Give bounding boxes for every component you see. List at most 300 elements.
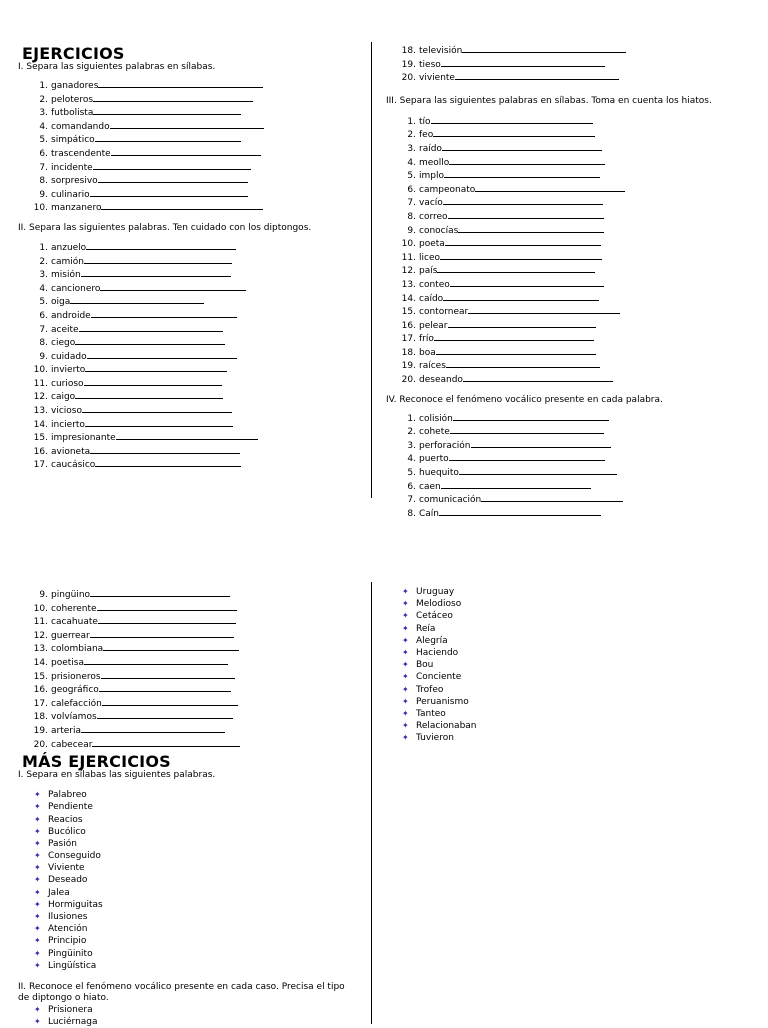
exercise-item xyxy=(386,411,756,425)
exercise-item xyxy=(18,587,363,601)
answer-blank[interactable] xyxy=(111,146,261,156)
answer-blank[interactable] xyxy=(93,92,253,102)
bullet-word: Atención xyxy=(48,924,88,935)
answer-blank[interactable] xyxy=(455,70,619,80)
bullet-item xyxy=(18,826,363,838)
item-number: 9. xyxy=(39,590,48,600)
diamond-bullet-icon: ✦ xyxy=(402,647,409,657)
item-word: anzuelo xyxy=(51,242,87,253)
item-number: 7. xyxy=(39,162,48,173)
answer-blank[interactable] xyxy=(95,457,241,467)
item-word: incierto xyxy=(51,419,85,430)
exercise-item xyxy=(386,168,756,182)
item-number: 10. xyxy=(33,365,48,376)
item-word: boa xyxy=(419,347,436,358)
bullet-word: Hormiguitas xyxy=(48,899,103,910)
bullet-word: Tuvieron xyxy=(416,733,454,744)
item-word: meollo xyxy=(419,157,450,168)
item-number: 1. xyxy=(39,81,48,91)
diamond-bullet-icon: ✦ xyxy=(34,802,41,812)
exercise-item xyxy=(18,187,363,201)
exercise-item xyxy=(386,465,756,479)
bullet-word: Bucólico xyxy=(48,826,86,837)
exercise-item xyxy=(386,263,756,277)
item-word: caigo xyxy=(51,392,76,403)
item-word: trascendente xyxy=(51,148,111,159)
item-number: 9. xyxy=(407,225,416,236)
answer-blank[interactable] xyxy=(463,372,613,382)
exercise-item xyxy=(18,173,363,187)
item-number: 19. xyxy=(401,59,416,70)
diamond-bullet-icon: ✦ xyxy=(34,912,41,921)
item-number: 2. xyxy=(39,94,48,105)
answer-blank[interactable] xyxy=(475,182,625,192)
section-2-instruction: II. Separa las siguientes palabras. Ten cuidado con los diptongos. xyxy=(18,222,312,233)
answer-blank[interactable] xyxy=(81,267,231,277)
item-word: prisioneros xyxy=(51,671,101,682)
section-4-instruction: IV. Reconoce el fenómeno vocálico presente en cada palabra. xyxy=(386,394,663,405)
answer-blank[interactable] xyxy=(90,444,240,454)
answer-blank[interactable] xyxy=(441,479,591,489)
answer-blank[interactable] xyxy=(110,119,264,129)
answer-blank[interactable] xyxy=(445,236,601,246)
item-number: 8. xyxy=(407,508,416,519)
bullet-item xyxy=(18,1004,363,1016)
item-number: 18. xyxy=(33,712,48,723)
answer-blank[interactable] xyxy=(468,304,620,314)
item-number: 20. xyxy=(33,739,48,750)
item-number: 13. xyxy=(33,644,48,655)
item-word: contornear xyxy=(419,307,469,318)
diamond-bullet-icon: ✦ xyxy=(34,960,41,970)
answer-blank[interactable] xyxy=(444,168,600,178)
item-word: culinario xyxy=(51,189,90,200)
item-number: 19. xyxy=(33,725,48,736)
item-word: cohete xyxy=(419,427,450,438)
bullet-item xyxy=(18,789,363,801)
answer-blank[interactable] xyxy=(81,723,225,733)
bullet-item xyxy=(386,684,756,696)
page-title: MÁS EJERCICIOS xyxy=(22,752,171,772)
item-number: 1. xyxy=(39,242,48,253)
exercise-item xyxy=(18,669,363,683)
exercise-item xyxy=(386,114,756,128)
answer-blank[interactable] xyxy=(98,614,236,624)
bullet-word: Haciendo xyxy=(416,647,459,658)
item-number: 12. xyxy=(33,392,48,403)
bullet-item xyxy=(18,862,363,874)
bullet-word: Prisionera xyxy=(48,1004,93,1015)
bullet-item xyxy=(386,598,756,610)
item-number: 8. xyxy=(39,176,48,187)
diamond-bullet-icon: ✦ xyxy=(34,838,41,848)
answer-blank[interactable] xyxy=(75,335,225,345)
exercise-item xyxy=(386,345,756,359)
bullet-item xyxy=(18,838,363,850)
exercise-item xyxy=(386,209,756,223)
bullet-item xyxy=(386,671,756,683)
item-number: 10. xyxy=(33,603,48,614)
answer-blank[interactable] xyxy=(433,127,595,137)
column-divider xyxy=(371,582,372,1024)
item-word: huequito xyxy=(419,468,459,479)
bullet-word: Pasión xyxy=(48,838,77,849)
exercise-item xyxy=(18,376,363,390)
bullet-item xyxy=(386,635,756,647)
exercise-item xyxy=(18,614,363,628)
item-word: conocías xyxy=(419,225,459,236)
exercise-item xyxy=(386,182,756,196)
exercise-item xyxy=(18,335,363,349)
bullet-word: Melodioso xyxy=(416,599,462,610)
item-number: 11. xyxy=(401,252,416,263)
exercise-item xyxy=(18,119,363,133)
diamond-bullet-icon: ✦ xyxy=(402,696,409,706)
diamond-bullet-icon: ✦ xyxy=(402,672,409,682)
item-word: frío xyxy=(419,334,434,345)
section-2-instruction: II. Reconoce el fenómeno vocálico presente en cada caso. Precisa el tipo de diptongo o hiato. xyxy=(18,981,345,1003)
answer-blank[interactable] xyxy=(98,173,248,183)
answer-blank[interactable] xyxy=(82,403,232,413)
answer-blank[interactable] xyxy=(93,105,241,115)
item-number: 3. xyxy=(407,440,416,451)
bullet-item xyxy=(18,960,363,972)
exercise-item xyxy=(386,236,756,250)
item-word: geográfico xyxy=(51,685,99,696)
right-bullets xyxy=(386,586,756,744)
exercise-item xyxy=(386,250,756,264)
page-title: EJERCICIOS xyxy=(22,44,125,63)
diamond-bullet-icon: ✦ xyxy=(34,887,41,897)
item-word: vacío xyxy=(419,198,443,209)
item-word: feo xyxy=(419,130,434,141)
item-number: 17. xyxy=(33,698,48,709)
item-number: 17. xyxy=(401,334,416,345)
answer-blank[interactable] xyxy=(100,281,246,291)
exercise-item xyxy=(18,709,363,723)
item-number: 18. xyxy=(401,46,416,56)
item-word: televisión xyxy=(419,46,463,56)
item-number: 4. xyxy=(39,283,48,294)
item-word: implo xyxy=(419,171,444,182)
answer-blank[interactable] xyxy=(92,737,240,747)
diamond-bullet-icon: ✦ xyxy=(34,826,41,836)
section-3-list xyxy=(386,114,756,386)
exercise-item xyxy=(18,444,363,458)
answer-blank[interactable] xyxy=(442,141,602,151)
exercise-item xyxy=(386,70,756,84)
exercise-item xyxy=(386,451,756,465)
diamond-bullet-icon: ✦ xyxy=(402,684,409,694)
bullet-word: Uruguay xyxy=(416,587,455,597)
item-number: 10. xyxy=(401,239,416,250)
item-word: tieso xyxy=(419,59,441,70)
answer-blank[interactable] xyxy=(431,114,593,124)
answer-blank[interactable] xyxy=(471,438,611,448)
item-number: 5. xyxy=(39,297,48,308)
exercise-item xyxy=(18,430,363,444)
answer-blank[interactable] xyxy=(437,263,595,273)
item-word: raíces xyxy=(419,361,446,372)
section-4-list xyxy=(386,411,756,520)
item-word: simpático xyxy=(51,135,95,146)
bullet-word: Reacios xyxy=(48,814,83,825)
exercise-item xyxy=(18,267,363,281)
bullet-word: Palabreo xyxy=(48,790,87,801)
exercise-item xyxy=(18,200,363,214)
answer-blank[interactable] xyxy=(450,277,604,287)
diamond-bullet-icon: ✦ xyxy=(34,790,41,800)
bullet-item xyxy=(18,911,363,923)
bullet-word: Viviente xyxy=(48,863,85,874)
bullet-word: Reía xyxy=(416,623,436,634)
item-word: aceite xyxy=(51,324,79,335)
item-number: 3. xyxy=(39,270,48,281)
item-number: 4. xyxy=(407,454,416,465)
item-word: impresionante xyxy=(51,433,116,444)
diamond-bullet-icon: ✦ xyxy=(34,1004,41,1014)
answer-blank[interactable] xyxy=(440,250,602,260)
item-word: sorpresivo xyxy=(51,176,98,187)
item-word: incidente xyxy=(51,162,93,173)
bullet-word: Peruanismo xyxy=(416,696,469,707)
bullet-item xyxy=(386,586,756,598)
item-number: 8. xyxy=(407,211,416,222)
bullet-word: Pingüinito xyxy=(48,948,93,959)
answer-blank[interactable] xyxy=(458,223,604,233)
exercise-item xyxy=(18,322,363,336)
answer-blank[interactable] xyxy=(70,294,204,304)
exercise-item xyxy=(386,492,756,506)
item-number: 11. xyxy=(33,378,48,389)
exercise-item xyxy=(386,223,756,237)
answer-blank[interactable] xyxy=(97,601,237,611)
answer-blank[interactable] xyxy=(102,696,238,706)
answer-blank[interactable] xyxy=(443,195,603,205)
answer-blank[interactable] xyxy=(90,187,248,197)
section-1-instruction: I. Separa las siguientes palabras en sílabas. xyxy=(18,62,216,72)
answer-blank[interactable] xyxy=(436,345,596,355)
exercise-item xyxy=(18,641,363,655)
exercise-item xyxy=(386,424,756,438)
item-number: 16. xyxy=(33,685,48,696)
answer-blank[interactable] xyxy=(116,430,258,440)
answer-blank[interactable] xyxy=(84,376,222,386)
exercise-item xyxy=(386,372,756,386)
item-number: 15. xyxy=(33,433,48,444)
exercise-item xyxy=(18,655,363,669)
bullet-item xyxy=(386,708,756,720)
answer-blank[interactable] xyxy=(99,682,231,692)
item-number: 2. xyxy=(39,256,48,267)
answer-blank[interactable] xyxy=(449,155,605,165)
answer-blank[interactable] xyxy=(450,424,604,434)
bullet-item xyxy=(18,948,363,960)
diamond-bullet-icon: ✦ xyxy=(34,875,41,885)
answer-blank[interactable] xyxy=(93,160,251,170)
exercise-item xyxy=(18,105,363,119)
answer-blank[interactable] xyxy=(84,655,228,665)
item-number: 3. xyxy=(407,143,416,154)
answer-blank[interactable] xyxy=(101,200,263,210)
bullet-item xyxy=(386,720,756,732)
exercise-item xyxy=(386,438,756,452)
exercise-item xyxy=(386,358,756,372)
item-number: 9. xyxy=(39,189,48,200)
bullet-item xyxy=(386,623,756,635)
diamond-bullet-icon: ✦ xyxy=(34,863,41,873)
item-word: cabecear xyxy=(51,739,93,750)
item-number: 5. xyxy=(407,171,416,182)
item-number: 12. xyxy=(401,266,416,277)
bullet-word: Deseado xyxy=(48,875,88,886)
answer-blank[interactable] xyxy=(86,240,236,250)
exercise-item xyxy=(386,304,756,318)
bullet-item xyxy=(18,887,363,899)
item-word: conteo xyxy=(419,279,450,290)
bullet-item xyxy=(18,801,363,813)
exercise-item xyxy=(18,78,363,92)
exercise-item xyxy=(386,43,756,57)
item-word: cacahuate xyxy=(51,617,98,628)
section-1-instruction: I. Separa en sílabas las siguientes palabras. xyxy=(18,770,216,781)
item-number: 11. xyxy=(33,617,48,628)
diamond-bullet-icon: ✦ xyxy=(402,611,409,621)
continued-list xyxy=(18,587,363,750)
answer-blank[interactable] xyxy=(448,209,604,219)
answer-blank[interactable] xyxy=(449,451,605,461)
answer-blank[interactable] xyxy=(85,362,227,372)
item-word: pelear xyxy=(419,320,448,331)
item-word: colombiana xyxy=(51,644,104,655)
bullet-item xyxy=(386,647,756,659)
bullet-word: Relacionaban xyxy=(416,721,477,732)
exercise-item xyxy=(18,240,363,254)
exercise-item xyxy=(18,160,363,174)
item-word: misión xyxy=(51,270,81,281)
exercise-item xyxy=(386,318,756,332)
answer-blank[interactable] xyxy=(443,291,599,301)
bullet-word: Lingüística xyxy=(48,960,97,971)
exercise-item xyxy=(18,92,363,106)
bullet-word: Jalea xyxy=(48,887,70,898)
answer-blank[interactable] xyxy=(98,78,263,88)
answer-blank[interactable] xyxy=(441,57,605,67)
bullet-item xyxy=(386,659,756,671)
bullet-word: Cetáceo xyxy=(416,611,453,622)
exercise-item xyxy=(18,308,363,322)
answer-blank[interactable] xyxy=(85,417,233,427)
diamond-bullet-icon: ✦ xyxy=(402,599,409,609)
exercise-item xyxy=(18,281,363,295)
exercise-item xyxy=(386,277,756,291)
answer-blank[interactable] xyxy=(446,358,600,368)
exercise-item xyxy=(386,141,756,155)
item-number: 17. xyxy=(33,460,48,471)
item-number: 12. xyxy=(33,630,48,641)
item-word: guerrear xyxy=(51,630,90,641)
answer-blank[interactable] xyxy=(481,492,623,502)
item-word: camión xyxy=(51,256,84,267)
item-word: calefacción xyxy=(51,698,102,709)
column-divider xyxy=(371,42,372,498)
item-word: país xyxy=(419,266,438,277)
answer-blank[interactable] xyxy=(462,43,626,53)
section-1-bullets xyxy=(18,789,363,972)
diamond-bullet-icon: ✦ xyxy=(402,733,409,743)
item-word: androide xyxy=(51,310,91,321)
answer-blank[interactable] xyxy=(84,254,232,264)
bullet-item xyxy=(18,850,363,862)
section-2-bullets xyxy=(18,1004,363,1028)
answer-blank[interactable] xyxy=(75,389,223,399)
item-number: 16. xyxy=(401,320,416,331)
answer-blank[interactable] xyxy=(453,411,609,421)
bullet-word: Ilusiones xyxy=(48,912,88,922)
item-number: 7. xyxy=(39,324,48,335)
diamond-bullet-icon: ✦ xyxy=(402,635,409,645)
bullet-item xyxy=(18,923,363,935)
item-word: arteria xyxy=(51,725,81,736)
exercise-item xyxy=(18,132,363,146)
bullet-item xyxy=(386,732,756,744)
answer-blank[interactable] xyxy=(91,308,237,318)
answer-blank[interactable] xyxy=(101,669,235,679)
diamond-bullet-icon: ✦ xyxy=(34,851,41,861)
item-word: comandando xyxy=(51,121,110,132)
answer-blank[interactable] xyxy=(97,709,233,719)
item-number: 7. xyxy=(407,495,416,506)
exercise-item xyxy=(18,737,363,751)
item-word: ciego xyxy=(51,338,76,349)
bullet-word: Luciérnaga xyxy=(48,1017,98,1028)
exercise-item xyxy=(18,403,363,417)
bullet-word: Alegría xyxy=(416,635,448,646)
page2-right-column xyxy=(386,586,756,744)
item-word: manzanero xyxy=(51,203,102,214)
page1-right-column xyxy=(386,43,756,519)
answer-blank[interactable] xyxy=(459,465,617,475)
answer-blank[interactable] xyxy=(103,641,239,651)
item-number: 13. xyxy=(33,406,48,417)
bullet-word: Trofeo xyxy=(416,684,444,695)
section-1-list xyxy=(18,78,363,214)
item-number: 14. xyxy=(401,293,416,304)
item-word: poeta xyxy=(419,239,445,250)
exercise-item xyxy=(386,331,756,345)
exercise-item xyxy=(386,479,756,493)
bullet-item xyxy=(18,874,363,886)
item-number: 16. xyxy=(33,446,48,457)
answer-blank[interactable] xyxy=(87,349,237,359)
diamond-bullet-icon: ✦ xyxy=(34,924,41,934)
bullet-word: Pendiente xyxy=(48,802,93,813)
answer-blank[interactable] xyxy=(95,132,241,142)
answer-blank[interactable] xyxy=(448,318,596,328)
item-word: cuidado xyxy=(51,351,87,362)
answer-blank[interactable] xyxy=(90,587,230,597)
answer-blank[interactable] xyxy=(434,331,594,341)
exercise-item xyxy=(386,127,756,141)
exercise-item xyxy=(18,628,363,642)
answer-blank[interactable] xyxy=(79,322,223,332)
exercise-item xyxy=(18,696,363,710)
item-word: futbolista xyxy=(51,108,94,119)
answer-blank[interactable] xyxy=(90,628,234,638)
bullet-item xyxy=(386,696,756,708)
item-number: 20. xyxy=(401,73,416,84)
item-word: colisión xyxy=(419,413,453,424)
